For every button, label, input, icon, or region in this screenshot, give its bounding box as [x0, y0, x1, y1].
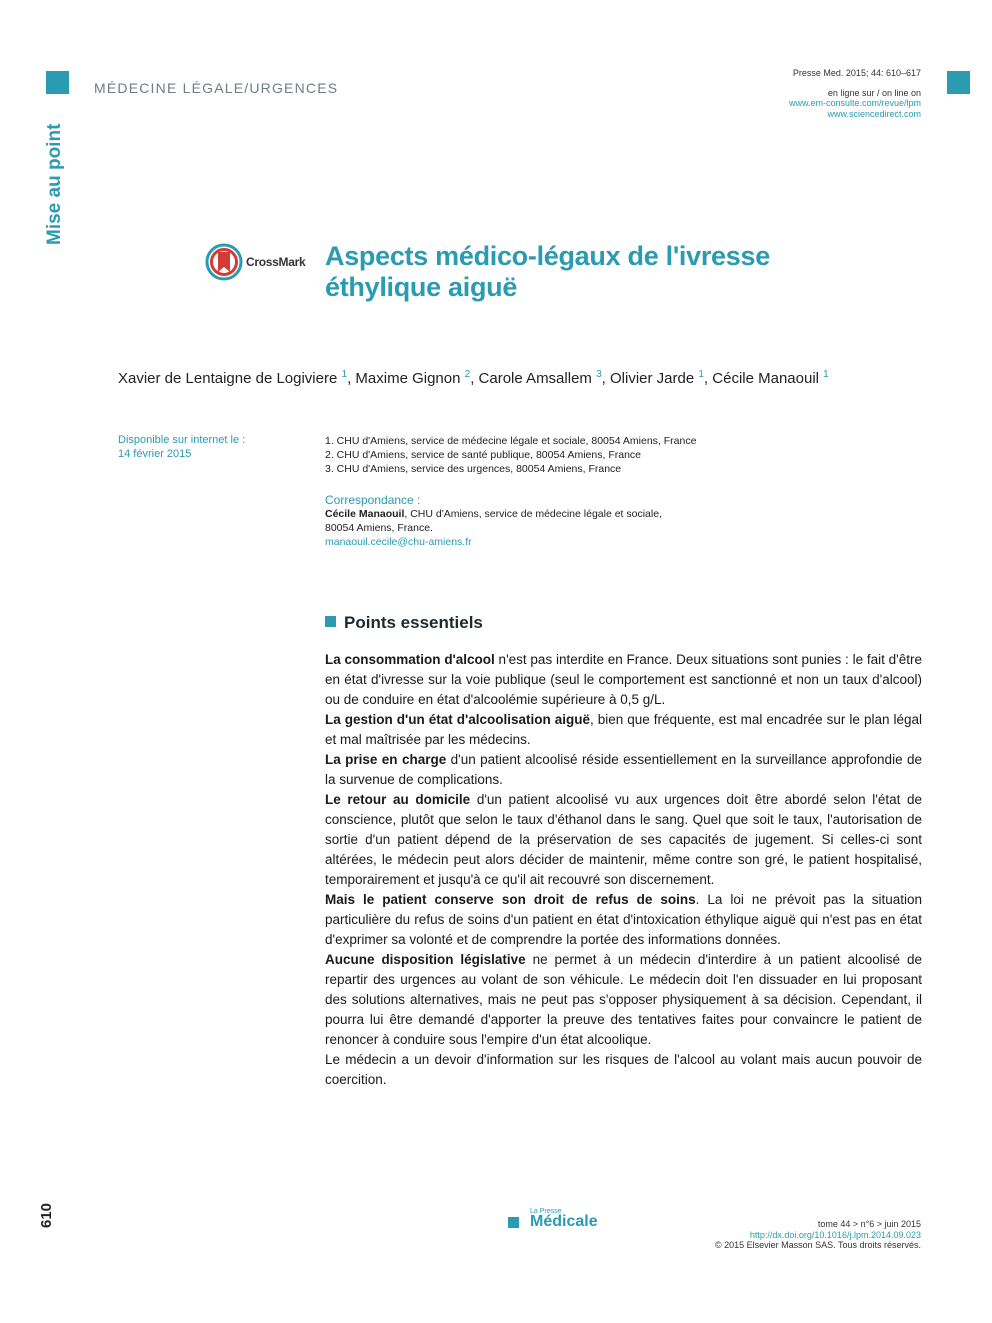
page-number: 610 [38, 1202, 55, 1228]
point-lead: La consommation d'alcool [325, 652, 495, 667]
availability-date: 14 février 2015 [118, 448, 192, 460]
correspondence-address-line1: , CHU d'Amiens, service de médecine légale et sociale, [404, 508, 662, 520]
author-affiliation-ref: 1 [341, 369, 348, 380]
correspondence-title: Correspondance : [325, 493, 421, 507]
vertical-section-label: Mise au point [44, 123, 65, 245]
correspondence [325, 493, 662, 549]
issue-info: tome 44 > n°6 > juin 2015 [817, 1219, 921, 1229]
affiliation-item: 3. CHU d'Amiens, service des urgences, 80054 Amiens, France [325, 463, 622, 475]
author-affiliation-ref: 1 [698, 369, 704, 380]
availability [118, 433, 245, 461]
availability-label: Disponible sur internet le : [118, 434, 246, 446]
logo-small-text: La Presse [530, 1208, 562, 1215]
point-lead: Le retour au domicile [325, 792, 471, 807]
point-paragraph [325, 790, 922, 890]
point-paragraph [325, 750, 922, 790]
header-right-square [947, 71, 970, 94]
journal-citation: Presse Med. 2015; 44: 610–617 [792, 68, 921, 78]
point-lead: Mais le patient conserve son droit de refus de soins [325, 892, 696, 907]
author-affiliation-ref: 1 [823, 369, 829, 380]
point-paragraph [325, 1050, 922, 1090]
point-text: . La loi ne prévoit pas la situation particulière du refus de soins d'un patient en état d'intoxication éthylique aiguë qui n'est pas en état d'exprimer sa volonté et de comprendre la portée des informations données. [325, 892, 922, 947]
points-heading [325, 613, 483, 633]
logo-square-icon [508, 1217, 519, 1228]
point-text: d'un patient alcoolisé vu aux urgences doit être abordé selon l'état de conscience, plutôt que selon le taux d'éthanol dans le sang. Quel que soit le taux, l'autorisation de sortie d'un patient dépend de la préservation de ses capacités de jugement. Si celles-ci sont altérées, le médecin peut alors décider de maintenir, même contre son gré, le patient hospitalisé, temporairement et jusqu'à ce qu'il ait recouvré son discernement. [325, 792, 922, 887]
point-paragraph [325, 710, 922, 750]
point-text: , bien que fréquente, est mal encadrée sur le plan légal et mal maîtrisée par les médecins. [325, 712, 923, 747]
author-list: Xavier de Lentaigne de Logiviere $^1$, Maxime Gignon $^2$, Carole Amsallem $^3$, Olivier Jarde $^1$, Cécile Manaouil $^1$ [118, 369, 829, 387]
point-text: n'est pas interdite en France. Deux situations sont punies : le fait d'être en état d'ivresse sur la voie publique (seul le comportement est sanctionné et non un taux d'alcool) ou de conduire en état d'alcoolémie supérieure à 0,5 g/L. [325, 652, 922, 707]
copyright: © 2015 Elsevier Masson SAS. Tous droits réservés. [714, 1240, 921, 1250]
affiliation-item: 1. CHU d'Amiens, service de médecine légale et sociale, 80054 Amiens, France [325, 435, 697, 447]
crossmark-label: CrossMark [246, 255, 306, 269]
author: Maxime Gignon [355, 370, 461, 387]
crossmark-icon [205, 243, 243, 281]
correspondence-email-link[interactable]: manaouil.cecile@chu-amiens.fr [325, 536, 472, 548]
affiliations [325, 434, 696, 476]
point-lead: La gestion d'un état d'alcoolisation aiguë [325, 712, 590, 727]
points-heading-text: Points essentiels [344, 613, 483, 632]
correspondence-address-line2: 80054 Amiens, France. [325, 522, 433, 534]
point-text: Le médecin a un devoir d'information sur les risques de l'alcool au volant mais aucun pouvoir de coercition. [325, 1052, 922, 1087]
footer-reference [715, 1219, 921, 1251]
points-body [325, 650, 922, 1090]
heading-square-icon [325, 616, 336, 627]
online-label: en ligne sur / on line on [827, 87, 921, 98]
journal-reference [789, 68, 921, 119]
point-paragraph [325, 890, 922, 950]
point-lead: La prise en charge [325, 752, 447, 767]
crossmark-badge[interactable] [205, 243, 305, 281]
point-text: ne permet à un médecin d'interdire à un patient alcoolisé de repartir des urgences au volant de son véhicule. Le médecin doit l'en dissuader en lui proposant des solutions alternatives, mais ne peut pas s'opposer physiquement à sa décision. Cependant, il pourra lui être demandé d'apporter la preuve des tentatives faites pour convaincre le patient de renoncer à conduire sous l'empire d'un état alcoolique. [325, 952, 922, 1047]
header-left-square [46, 71, 69, 94]
author-affiliation-ref: 2 [464, 369, 471, 380]
author: Carole Amsallem [478, 370, 592, 387]
logo-big-text: Médicale [530, 1213, 598, 1230]
journal-url-sciencedirect[interactable]: www.sciencedirect.com [827, 108, 921, 119]
author: Cécile Manaouil [712, 370, 819, 387]
doi-link[interactable]: http://dx.doi.org/10.1016/j.lpm.2014.09.023 [749, 1229, 921, 1240]
article-title: Aspects médico-légaux de l'ivresse éthylique aiguë [325, 241, 770, 302]
correspondence-name: Cécile Manaouil [325, 508, 405, 520]
point-paragraph [325, 650, 922, 710]
point-paragraph [325, 950, 922, 1050]
journal-url-emconsulte[interactable]: www.em-consulte.com/revue/lpm [788, 98, 921, 108]
affiliation-item: 2. CHU d'Amiens, service de santé publique, 80054 Amiens, France [325, 449, 642, 461]
author: Xavier de Lentaigne de Logiviere [118, 370, 338, 387]
author: Olivier Jarde [609, 370, 695, 387]
point-text: d'un patient alcoolisé réside essentiellement en la surveillance approfondie de la survenue de complications. [325, 752, 922, 787]
point-lead: Aucune disposition législative [325, 952, 526, 967]
author-affiliation-ref: 3 [596, 369, 602, 380]
section-label: MÉDECINE LÉGALE/URGENCES [94, 80, 339, 96]
